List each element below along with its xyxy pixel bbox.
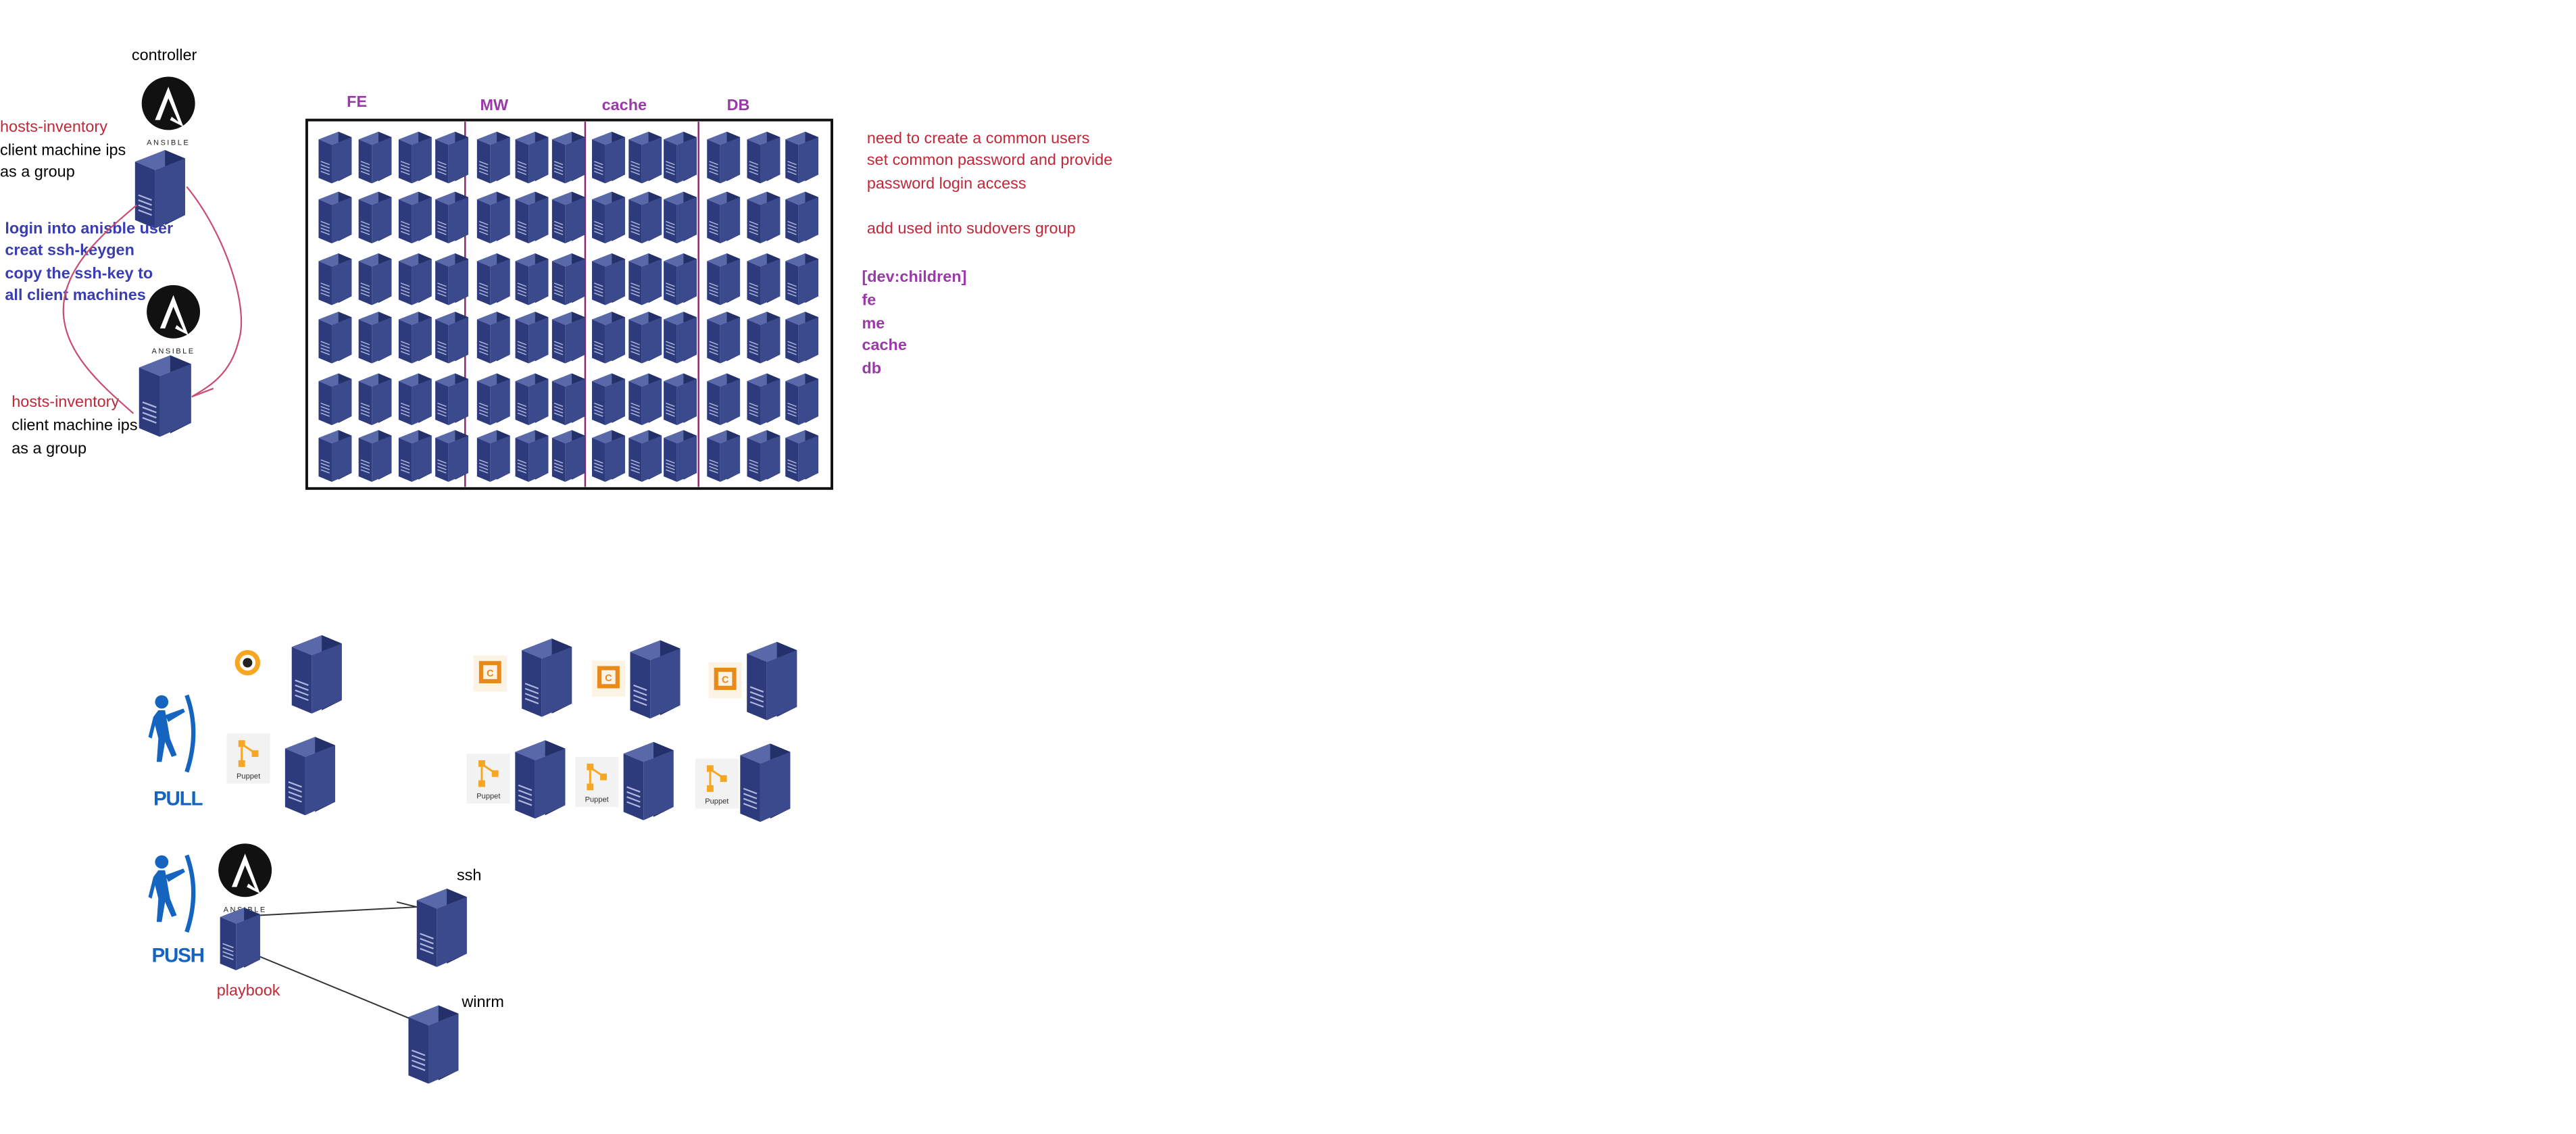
rack-server	[747, 312, 780, 364]
rack-server	[664, 374, 697, 426]
rack-server	[785, 132, 818, 184]
rack-server	[707, 253, 740, 305]
setup-step-4: all client machines	[5, 287, 146, 305]
rack-server	[552, 132, 585, 184]
rack-server	[628, 430, 662, 482]
playbook-label: playbook	[216, 982, 280, 1001]
rack-server	[664, 192, 697, 244]
rack-server	[552, 192, 585, 244]
winrm-target-server	[405, 1000, 462, 1083]
setup-step-3: copy the ssh-key to	[5, 265, 153, 284]
rack-server	[707, 132, 740, 184]
rack-server	[592, 253, 625, 305]
hosts-inventory-line2-2: client machine ips	[11, 416, 138, 435]
ssh-label: ssh	[456, 866, 482, 885]
rack-server	[785, 430, 818, 482]
inventory-child-db: db	[862, 360, 882, 379]
rack-server	[785, 253, 818, 305]
puppet-agent-server-2	[620, 737, 677, 820]
rack-server	[707, 192, 740, 244]
rack-server	[747, 430, 780, 482]
rack-server	[628, 374, 662, 426]
rack-group-db: DB	[726, 97, 750, 116]
rack-server	[592, 132, 625, 184]
rack-server	[628, 132, 662, 184]
rack-server	[664, 312, 697, 364]
hosts-inventory-label-2: hosts-inventory	[11, 393, 120, 412]
rack-server	[552, 430, 585, 482]
rack-server	[747, 132, 780, 184]
controller-title: controller	[131, 47, 197, 66]
inventory-child-me: me	[862, 315, 885, 334]
rack-server	[628, 312, 662, 364]
rack-group-fe: FE	[347, 93, 368, 112]
rack-server	[747, 374, 780, 426]
rack-server	[707, 430, 740, 482]
inventory-child-fe: fe	[862, 291, 876, 310]
puppet-agent-logo-3	[695, 758, 739, 808]
push-controller-server	[218, 904, 262, 970]
rack-server	[785, 312, 818, 364]
hosts-inventory-line3: as a group	[0, 163, 75, 182]
rack-server	[785, 374, 818, 426]
rack-server	[707, 374, 740, 426]
rack-server	[592, 374, 625, 426]
note-line-4: add used into sudovers group	[866, 220, 1076, 239]
hosts-inventory-line2: client machine ips	[0, 141, 126, 160]
puppet-agent-logo-2	[575, 757, 618, 807]
setup-step-2: creat ssh-keygen	[5, 241, 134, 260]
rack-server	[592, 312, 625, 364]
rack-server	[664, 430, 697, 482]
rack-server	[707, 312, 740, 364]
chef-agent-server-2	[627, 635, 684, 718]
puppet-agent-server-3	[737, 739, 793, 822]
push-label: PUSH	[151, 943, 204, 967]
rack-server	[552, 312, 585, 364]
chef-agent-logo-2	[592, 660, 625, 697]
note-line-1: need to create a common users	[866, 130, 1090, 149]
rack-server	[592, 192, 625, 244]
rack-server	[785, 192, 818, 244]
rack-server	[664, 253, 697, 305]
hosts-inventory-line3-2: as a group	[11, 440, 87, 459]
rack-server	[552, 374, 585, 426]
note-line-2: set common password and provide	[866, 151, 1113, 170]
inventory-group-header: [dev:children]	[862, 268, 967, 287]
rack-group-cache: cache	[601, 97, 647, 116]
rack-server	[628, 253, 662, 305]
rack-group-mw: MW	[480, 97, 509, 116]
ssh-target-server	[414, 884, 470, 967]
setup-step-1: login into anisble user	[5, 220, 174, 239]
chef-agent-logo-3	[708, 662, 741, 698]
rack-server	[552, 253, 585, 305]
rack-server	[747, 192, 780, 244]
rack-server	[628, 192, 662, 244]
rack-server	[664, 132, 697, 184]
chef-agent-server-3	[743, 637, 800, 720]
hosts-inventory-label: hosts-inventory	[0, 118, 107, 137]
pull-label: PULL	[153, 787, 203, 810]
inventory-child-cache: cache	[862, 337, 907, 355]
rack-server	[747, 253, 780, 305]
note-line-3: password login access	[866, 175, 1026, 194]
winrm-label: winrm	[462, 993, 504, 1012]
rack-server	[592, 430, 625, 482]
